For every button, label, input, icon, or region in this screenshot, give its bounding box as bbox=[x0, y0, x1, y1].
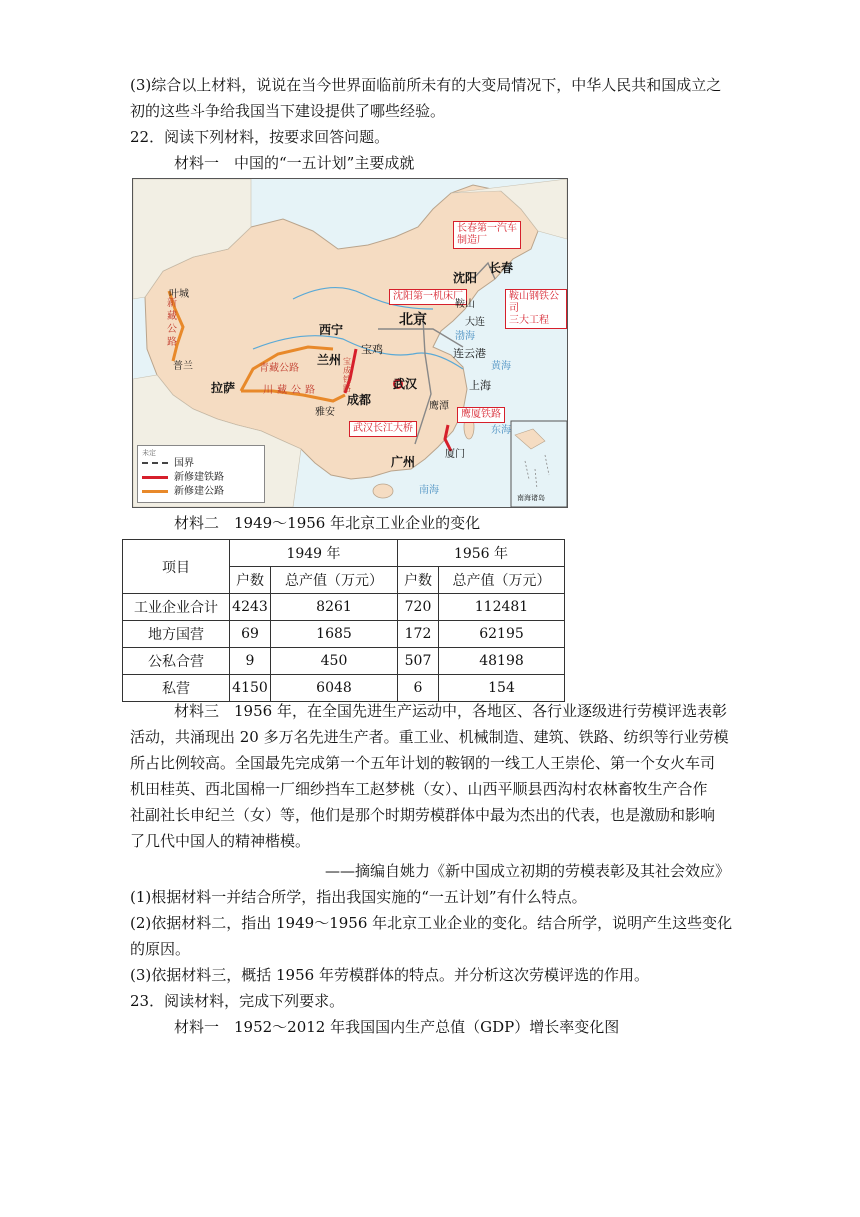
cell-count-1949: 69 bbox=[230, 621, 271, 648]
table-header-row bbox=[123, 540, 565, 567]
cell-count-1956: 172 bbox=[398, 621, 439, 648]
road-label-qingzang bbox=[259, 359, 299, 374]
table-row bbox=[123, 675, 565, 702]
callout-anshan-line2: 三大工程 bbox=[509, 315, 549, 326]
road-char: 新 bbox=[167, 298, 177, 309]
legend-road-swatch bbox=[142, 490, 168, 493]
city-anshan: 鞍山 bbox=[455, 299, 475, 310]
city-yingtan: 鹰潭 bbox=[429, 401, 449, 412]
legend-border-row bbox=[142, 457, 260, 471]
question-22-3: (3)依据材料三，概括 1956 年劳模群体的特点。并分析这次劳模评选的作用。 bbox=[130, 966, 649, 984]
material-3-source: ——摘编自姚力《新中国成立初期的劳模表彰及其社会效应》 bbox=[324, 862, 730, 880]
question-22-2-line1: (2)依据材料二，指出 1949～1956 年北京工业企业的变化。结合所学，说明产生这些变化 bbox=[130, 914, 733, 932]
row-name: 私营 bbox=[123, 675, 230, 702]
china-five-year-plan-map bbox=[132, 178, 568, 508]
question-23-heading: 23．阅读材料，完成下列要求。 bbox=[130, 992, 345, 1010]
legend-undetermined: 未定 bbox=[142, 449, 156, 457]
cell-count-1949: 4150 bbox=[230, 675, 271, 702]
sub-count-1949: 户数 bbox=[230, 567, 271, 594]
material-3-line: 所占比例较高。全国最先完成第一个五年计划的鞍钢的一线工人王崇伦、第一个女火车司 bbox=[130, 754, 716, 772]
rail-label-baocheng bbox=[343, 357, 351, 393]
cell-output-1949: 8261 bbox=[271, 594, 398, 621]
cell-output-1956: 154 bbox=[439, 675, 565, 702]
beijing-industry-table bbox=[122, 539, 565, 702]
cell-output-1949: 450 bbox=[271, 648, 398, 675]
rail-char: 成 bbox=[343, 366, 351, 375]
road-label-chuanzang bbox=[263, 381, 319, 396]
city-chengdu: 成都 bbox=[347, 393, 372, 407]
question-21-3-line2: 初的这些斗争给我国当下建设提供了哪些经验。 bbox=[130, 102, 446, 120]
city-shanghai: 上海 bbox=[469, 379, 491, 392]
material-3-line: 了几代中国人的精神楷模。 bbox=[130, 832, 311, 850]
question-21-3-line1: (3)综合以上材料，说说在当今世界面临前所未有的大变局情况下，中华人民共和国成立之 bbox=[130, 76, 722, 94]
city-xining: 西宁 bbox=[319, 323, 344, 337]
cell-output-1956: 112481 bbox=[439, 594, 565, 621]
sub-output-1949: 总产值（万元） bbox=[271, 567, 398, 594]
callout-changchun-auto bbox=[453, 221, 521, 249]
question-22-1: (1)根据材料一并结合所学，指出我国实施的“一五计划”有什么特点。 bbox=[130, 888, 587, 906]
city-shenyang: 沈阳 bbox=[453, 271, 478, 285]
cell-count-1956: 720 bbox=[398, 594, 439, 621]
material-1-title: 材料一 中国的“一五计划”主要成就 bbox=[174, 154, 415, 172]
cell-count-1956: 507 bbox=[398, 648, 439, 675]
city-guangzhou: 广州 bbox=[391, 455, 416, 469]
question-22-heading: 22．阅读下列材料，按要求回答问题。 bbox=[130, 128, 390, 146]
road-char: 藏 bbox=[167, 311, 177, 322]
table-row bbox=[123, 594, 565, 621]
cell-count-1949: 4243 bbox=[230, 594, 271, 621]
question-23-material-1-title: 材料一 1952～2012 年我国国内生产总值（GDP）增长率变化图 bbox=[174, 1018, 620, 1036]
sub-count-1956: 户数 bbox=[398, 567, 439, 594]
cell-output-1956: 62195 bbox=[439, 621, 565, 648]
city-xiamen: 厦门 bbox=[445, 449, 465, 460]
row-name: 公私合营 bbox=[123, 648, 230, 675]
legend-road-row bbox=[142, 485, 260, 499]
legend-rail-label: 新修建铁路 bbox=[174, 472, 224, 483]
city-lanzhou: 兰州 bbox=[317, 353, 342, 367]
callout-wuhan-bridge: 武汉长江大桥 bbox=[349, 421, 417, 437]
legend-rail-row bbox=[142, 471, 260, 485]
question-22-2-line2: 的原因。 bbox=[130, 940, 191, 958]
road-char: 公 bbox=[291, 385, 305, 396]
legend-road-label: 新修建公路 bbox=[174, 486, 224, 497]
material-2-title: 材料二 1949～1956 年北京工业企业的变化 bbox=[174, 514, 481, 532]
city-beijing: 北京 bbox=[399, 312, 427, 328]
row-name: 工业企业合计 bbox=[123, 594, 230, 621]
cell-output-1949: 6048 bbox=[271, 675, 398, 702]
map-legend bbox=[137, 445, 265, 503]
city-dalian: 大连 bbox=[465, 317, 485, 328]
rail-char: 宝 bbox=[343, 357, 351, 366]
road-char: 藏 bbox=[277, 385, 291, 396]
callout-shenyang-machine: 沈阳第一机床厂 bbox=[389, 289, 467, 305]
legend-border-label: 国界 bbox=[174, 458, 194, 469]
city-changchun: 长春 bbox=[489, 261, 514, 275]
rail-char: 铁 bbox=[343, 375, 351, 384]
material-3-line: 材料三 1956 年，在全国先进生产运动中，各地区、各行业逐级进行劳模评选表彰 bbox=[174, 702, 727, 720]
city-pulan: 普兰 bbox=[173, 361, 193, 372]
callout-changchun-line1: 长春第一汽车 bbox=[457, 223, 517, 234]
callout-changchun-line2: 制造厂 bbox=[457, 235, 487, 246]
callout-anshan-steel bbox=[505, 289, 567, 329]
sea-bohai: 渤海 bbox=[455, 331, 475, 342]
row-name: 地方国营 bbox=[123, 621, 230, 648]
material-3-line: 社副社长申纪兰（女）等，他们是那个时期劳模群体中最为杰出的代表，也是激励和影响 bbox=[130, 806, 716, 824]
road-char: 川 bbox=[263, 385, 277, 396]
road-char: 公 bbox=[279, 363, 289, 374]
sea-huanghai: 黄海 bbox=[491, 361, 511, 372]
table-row bbox=[123, 621, 565, 648]
city-yecheng: 叶城 bbox=[169, 289, 189, 300]
city-wuhan: 武汉 bbox=[393, 377, 418, 391]
callout-yingxia-rail: 鹰厦铁路 bbox=[457, 407, 505, 423]
sea-donghai: 东海 bbox=[491, 425, 511, 436]
cell-count-1949: 9 bbox=[230, 648, 271, 675]
callout-anshan-line1: 鞍山钢铁公司 bbox=[509, 291, 559, 314]
material-3-line: 机田桂英、西北国棉一厂细纱挡车工赵梦桃（女）、山西平顺县西沟村农林畜牧生产合作 bbox=[130, 780, 708, 798]
city-yaan: 雅安 bbox=[315, 407, 335, 418]
road-char: 公 bbox=[167, 324, 177, 335]
col-item-header: 项目 bbox=[123, 540, 230, 594]
cell-count-1956: 6 bbox=[398, 675, 439, 702]
legend-border-swatch bbox=[142, 462, 168, 464]
road-char: 路 bbox=[167, 337, 177, 348]
road-char: 路 bbox=[289, 363, 299, 374]
road-char: 藏 bbox=[269, 363, 279, 374]
inset-title: 南海诸岛 bbox=[517, 494, 545, 502]
material-3-line: 活动，共涌现出 20 多万名先进生产者。重工业、机械制造、建筑、铁路、纺织等行业劳模 bbox=[130, 728, 729, 746]
sea-nanhai: 南海 bbox=[419, 485, 439, 496]
cell-output-1956: 48198 bbox=[439, 648, 565, 675]
sub-output-1956: 总产值（万元） bbox=[439, 567, 565, 594]
city-lianyungang: 连云港 bbox=[453, 347, 486, 360]
year-1956-header: 1956 年 bbox=[398, 540, 565, 567]
road-label-xinzang bbox=[167, 297, 177, 349]
rail-char: 路 bbox=[343, 384, 351, 393]
year-1949-header: 1949 年 bbox=[230, 540, 398, 567]
table-row bbox=[123, 648, 565, 675]
cell-output-1949: 1685 bbox=[271, 621, 398, 648]
city-lhasa: 拉萨 bbox=[211, 381, 236, 395]
legend-rail-swatch bbox=[142, 476, 168, 479]
city-baoji: 宝鸡 bbox=[361, 343, 383, 356]
road-char: 青 bbox=[259, 363, 269, 374]
road-char: 路 bbox=[305, 385, 319, 396]
